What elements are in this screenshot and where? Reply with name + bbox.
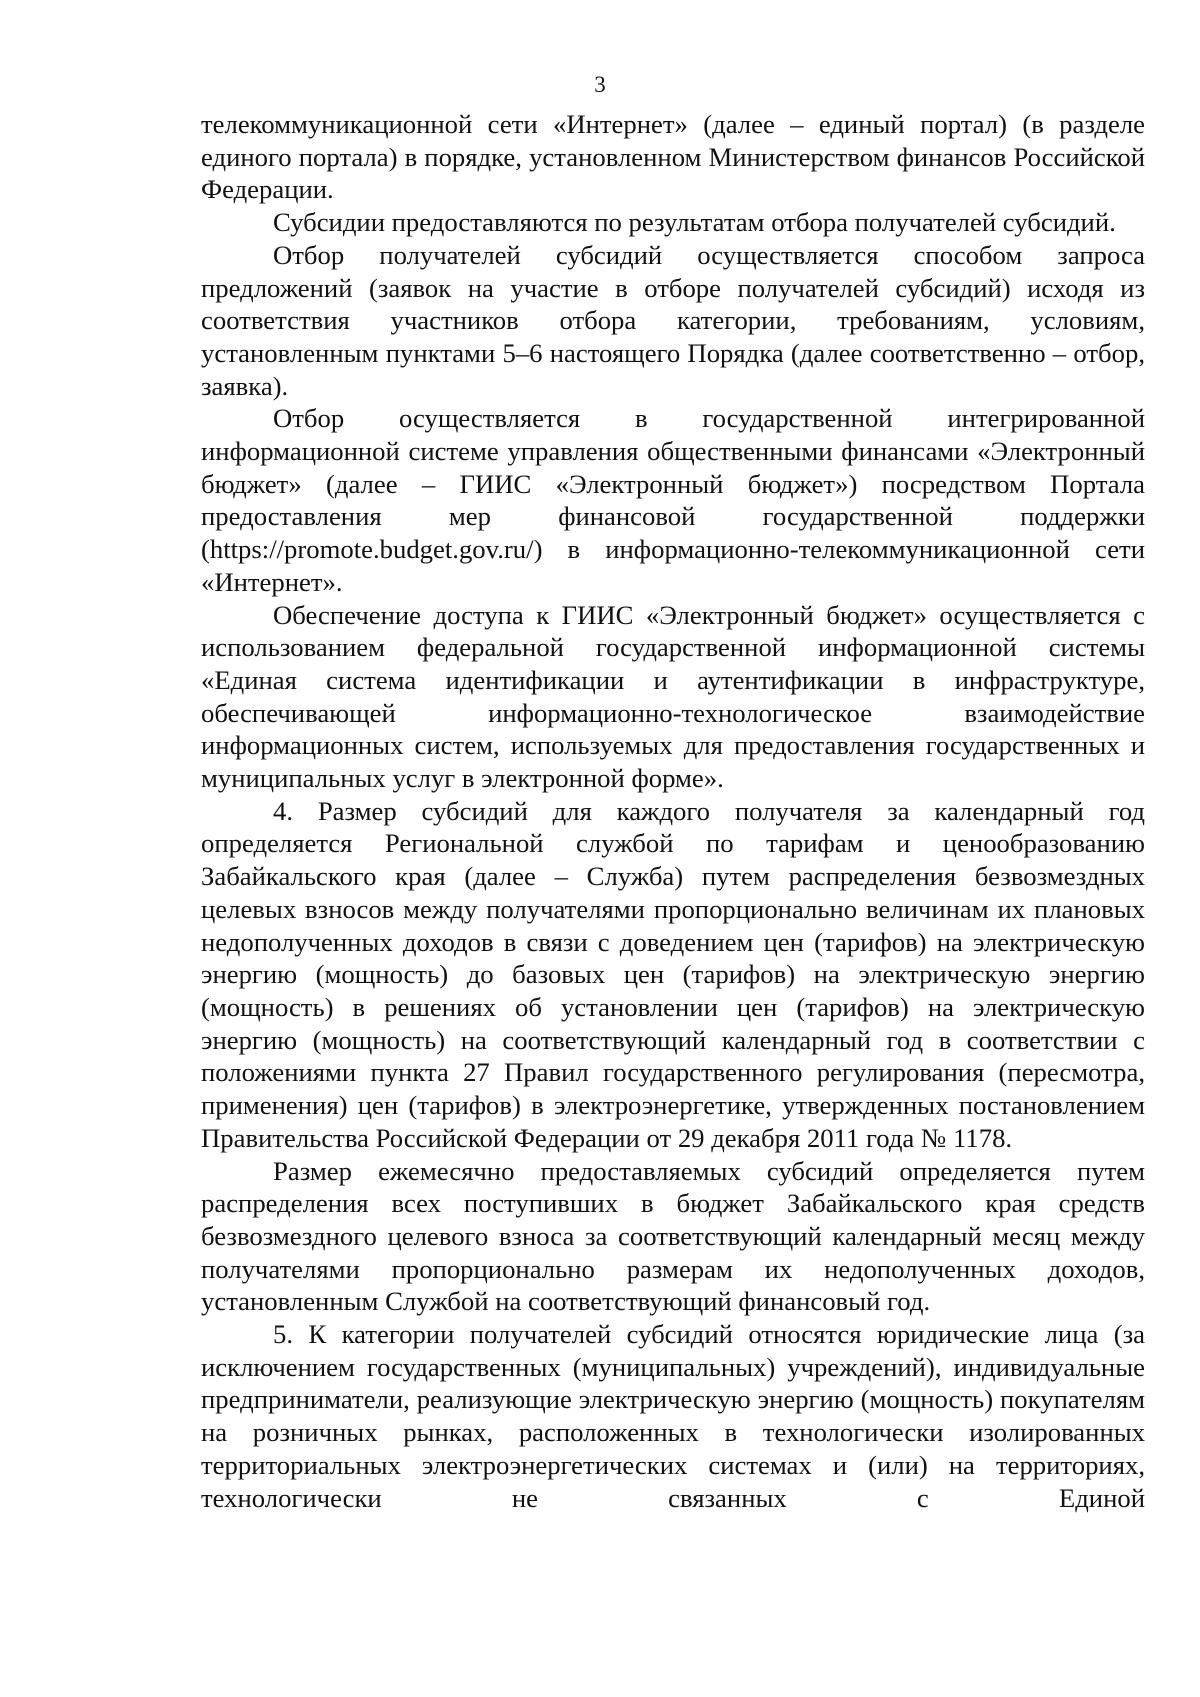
paragraph-system-access: Обеспечение доступа к ГИИС «Электронный бюджет» осуществляется с использованием федеральной государственной информационной системы «Единая система идентификации и аутентификации в инфраструктуре, обеспечивающей информационно-технологическое взаимодействие информационных систем, используемых для предоставления государственных и муниципальных услуг в электронной форме».	[201, 599, 1145, 794]
paragraph-portal-continuation: телекоммуникационной сети «Интернет» (далее – единый портал) (в разделе единого портала) в порядке, установленном Министерством финансов Российской Федерации.	[201, 109, 1145, 205]
paragraph-selection-system: Отбор осуществляется в государственной интегрированной информационной системе управления общественными финансами «Электронный бюджет» (далее – ГИИС «Электронный бюджет») посредством Портала предоставления мер финансовой государственной поддержки (https://promote.budget.gov.ru/) в информационно-телекоммуникационной сети «Интернет».	[201, 403, 1145, 597]
paragraph-monthly-subsidy: Размер ежемесячно предоставляемых субсидий определяется путем распределения всех поступивших в бюджет Забайкальского края средств безвозмездного целевого взноса за соответствующий календарный месяц между получателями пропорционально размерам их недополученных доходов, установленным Службой на соответствующий финансовый год.	[201, 1155, 1145, 1317]
page-number: 3	[594, 72, 606, 97]
paragraph-item-5-recipient-category: 5. К категории получателей субсидий относятся юридические лица (за исключением государственных (муниципальных) учреждений), индивидуальные предприниматели, реализующие электрическую энергию (мощность) покупателям на розничных рынках, расположенных в технологически изолированных территориальных электроэнергетических системах и (или) на территориях, технологически не связанных с Единой	[201, 1319, 1145, 1513]
document-body	[201, 108, 1145, 1514]
paragraph-item-4-subsidy-amount: 4. Размер субсидий для каждого получателя за календарный год определяется Региональной службой по тарифам и ценообразованию Забайкальского края (далее – Служба) путем распределения безвозмездных целевых взносов между получателями пропорционально величинам их плановых недополученных доходов в связи с доведением цен (тарифов) на электрическую энергию (мощность) до базовых цен (тарифов) на электрическую энергию (мощность) в решениях об установлении цен (тарифов) на электрическую энергию (мощность) на соответствующий календарный год в соответствии с положениями пункта 27 Правил государственного регулирования (пересмотра, применения) цен (тарифов) в электроэнергетике, утвержденных постановлением Правительства Российской Федерации от 29 декабря 2011 года № 1178.	[201, 795, 1145, 1153]
paragraph-subsidies-by-selection: Субсидии предоставляются по результатам отбора получателей субсидий.	[273, 207, 1116, 238]
paragraph-selection-method: Отбор получателей субсидий осуществляется способом запроса предложений (заявок на участие в отборе получателей субсидий) исходя из соответствия участников отбора категории, требованиям, условиям, установленным пунктами 5–6 настоящего Порядка (далее соответственно – отбор, заявка).	[201, 239, 1145, 401]
